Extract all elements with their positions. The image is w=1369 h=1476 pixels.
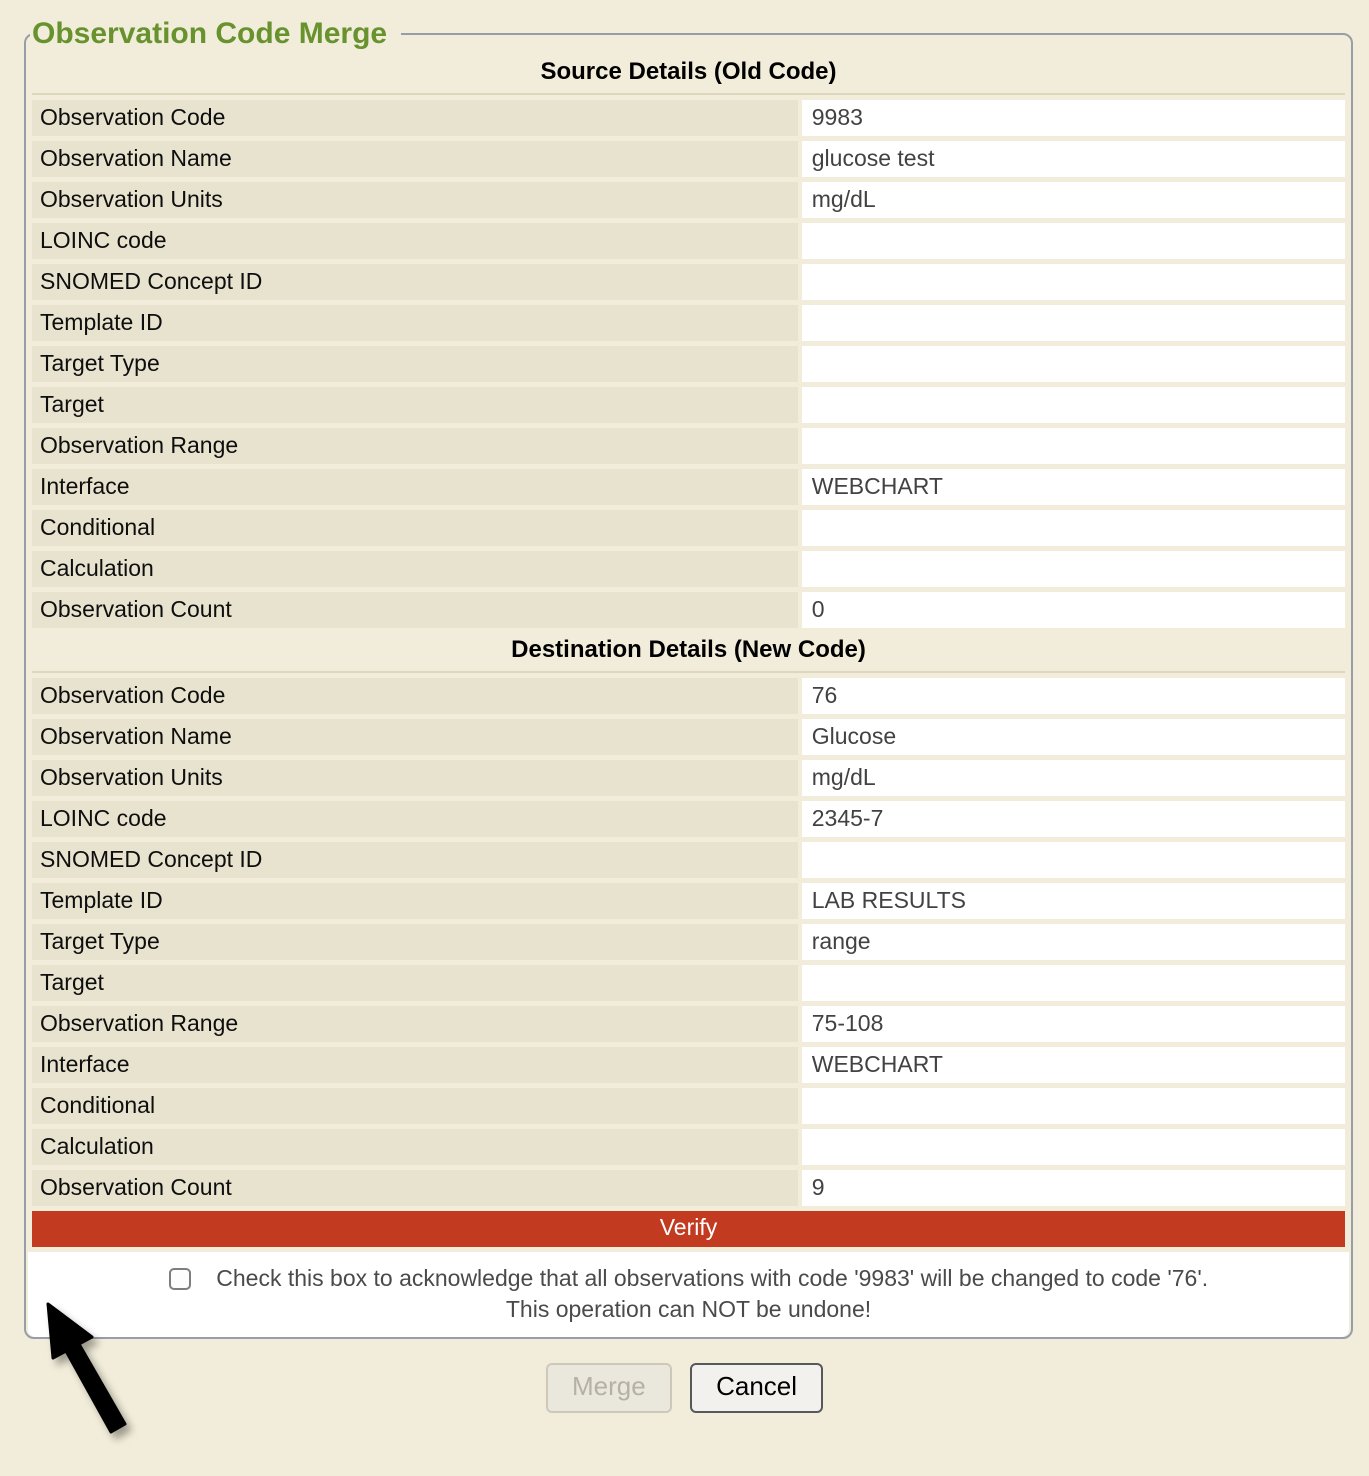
field-label: Template ID — [32, 305, 798, 341]
field-label: LOINC code — [32, 801, 798, 837]
field-value: glucose test — [802, 141, 1345, 177]
verify-banner-row — [32, 1211, 1345, 1247]
table-row — [32, 305, 1345, 341]
table-row — [32, 883, 1345, 919]
field-value: 9 — [802, 1170, 1345, 1206]
field-label: Observation Range — [32, 428, 798, 464]
table-row — [32, 1047, 1345, 1083]
field-label: Observation Name — [32, 141, 798, 177]
field-value — [802, 1088, 1345, 1124]
destination-section-header-row — [32, 633, 1345, 673]
acknowledge-text-line1: Check this box to acknowledge that all observations with code '9983' will be changed to code '76'. — [216, 1265, 1209, 1291]
field-label: Template ID — [32, 883, 798, 919]
field-value — [802, 842, 1345, 878]
table-row — [32, 801, 1345, 837]
field-value — [802, 510, 1345, 546]
field-value: mg/dL — [802, 182, 1345, 218]
field-label: SNOMED Concept ID — [32, 842, 798, 878]
table-row — [32, 551, 1345, 587]
table-row — [32, 264, 1345, 300]
table-row — [32, 387, 1345, 423]
source-section-header-row — [32, 55, 1345, 95]
table-row — [32, 346, 1345, 382]
field-label: Interface — [32, 1047, 798, 1083]
field-value — [802, 264, 1345, 300]
field-label: Target Type — [32, 924, 798, 960]
page-title: Observation Code Merge — [32, 17, 388, 50]
table-row — [32, 1006, 1345, 1042]
table-row — [32, 965, 1345, 1001]
field-value: 9983 — [802, 100, 1345, 136]
field-label: Observation Name — [32, 719, 798, 755]
table-row — [32, 842, 1345, 878]
field-value: WEBCHART — [802, 469, 1345, 505]
table-row — [32, 141, 1345, 177]
field-value — [802, 551, 1345, 587]
field-label: Calculation — [32, 1129, 798, 1165]
acknowledge-panel — [28, 1252, 1349, 1337]
field-value: 0 — [802, 592, 1345, 628]
field-value: Glucose — [802, 719, 1345, 755]
field-value: mg/dL — [802, 760, 1345, 796]
field-label: Observation Code — [32, 678, 798, 714]
table-row — [32, 1129, 1345, 1165]
table-row — [32, 1170, 1345, 1206]
field-value — [802, 346, 1345, 382]
cancel-button[interactable]: Cancel — [690, 1363, 823, 1413]
field-label: SNOMED Concept ID — [32, 264, 798, 300]
field-label: Observation Units — [32, 182, 798, 218]
field-label: Observation Count — [32, 592, 798, 628]
field-value — [802, 428, 1345, 464]
field-value — [802, 1129, 1345, 1165]
field-value — [802, 223, 1345, 259]
table-row — [32, 223, 1345, 259]
field-value: WEBCHART — [802, 1047, 1345, 1083]
field-value: 2345-7 — [802, 801, 1345, 837]
field-value: range — [802, 924, 1345, 960]
table-row — [32, 100, 1345, 136]
table-row — [32, 182, 1345, 218]
table-row — [32, 760, 1345, 796]
table-row — [32, 924, 1345, 960]
field-label: Target — [32, 387, 798, 423]
field-value: 76 — [802, 678, 1345, 714]
merge-details-table — [28, 50, 1349, 1252]
field-label: Conditional — [32, 1088, 798, 1124]
field-label: Conditional — [32, 510, 798, 546]
verify-banner: Verify — [32, 1211, 1345, 1247]
field-label: Calculation — [32, 551, 798, 587]
table-row — [32, 678, 1345, 714]
table-row — [32, 1088, 1345, 1124]
observation-code-merge-panel — [24, 16, 1353, 1339]
table-row — [32, 510, 1345, 546]
field-value: 75-108 — [802, 1006, 1345, 1042]
field-label: LOINC code — [32, 223, 798, 259]
field-value — [802, 965, 1345, 1001]
field-value — [802, 387, 1345, 423]
field-label: Observation Units — [32, 760, 798, 796]
field-label: Interface — [32, 469, 798, 505]
table-row — [32, 719, 1345, 755]
field-label: Target — [32, 965, 798, 1001]
field-label: Observation Code — [32, 100, 798, 136]
table-row — [32, 469, 1345, 505]
table-row — [32, 592, 1345, 628]
field-label: Observation Count — [32, 1170, 798, 1206]
destination-section-header: Destination Details (New Code) — [32, 633, 1345, 673]
acknowledge-text-line2: This operation can NOT be undone! — [505, 1296, 872, 1322]
field-value: LAB RESULTS — [802, 883, 1345, 919]
field-label: Target Type — [32, 346, 798, 382]
table-row — [32, 428, 1345, 464]
merge-button[interactable]: Merge — [546, 1363, 672, 1413]
acknowledge-checkbox[interactable] — [169, 1268, 191, 1290]
field-label: Observation Range — [32, 1006, 798, 1042]
field-value — [802, 305, 1345, 341]
action-buttons — [0, 1363, 1369, 1413]
source-section-header: Source Details (Old Code) — [32, 55, 1345, 95]
